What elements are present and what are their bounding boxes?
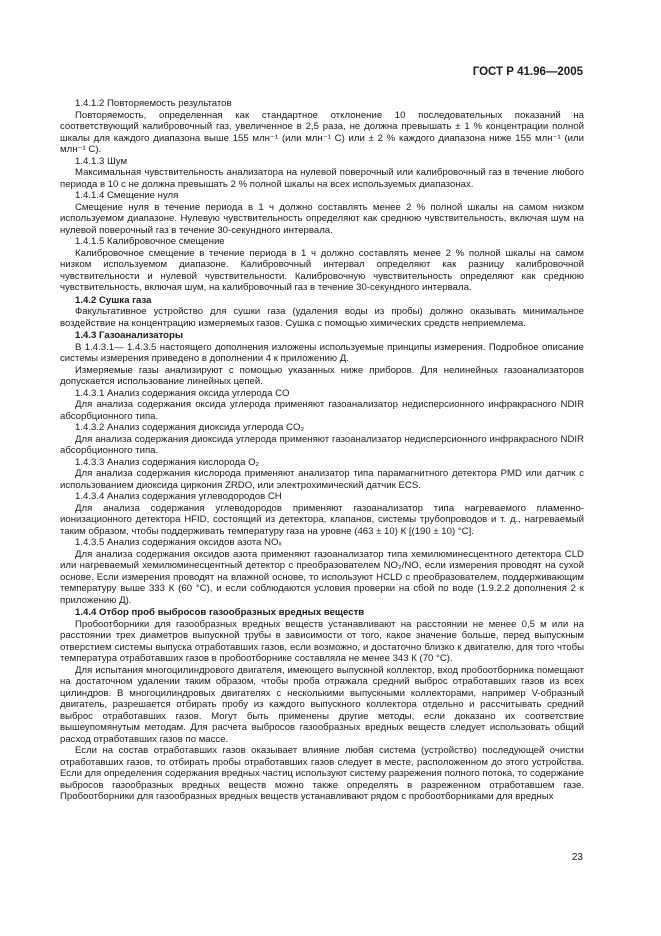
paragraph: Если на состав отработавших газов оказывает влияние любая система (устройство) последующей очистки отработавших газов, то отбирать пробы отработавших газов следует в месте, расположенном до этого устройства. Если для определения содержания вредных частиц используют систему разрежения полного потока, то содержание выбросов газообразных вредных веществ можно также определять в разреженном отработавшем газе. Пробоотборники для газообразных вредных веществ устанавливают рядом с пробоотборниками для вредных [60,745,584,802]
paragraph: В 1.4.3.1— 1.4.3.5 настоящего дополнения изложены используемые принципы измерения. Подробное описание системы измерения приведено в дополнении 4 к приложению Д. [60,341,584,364]
paragraph: Максимальная чувствительность анализатора на нулевой поверочный или калибровочный газ в течение любого периода в 10 с не должна превышать 2 % полной шкалы на всех используемых диапазонах. [60,167,584,190]
section-heading: 1.4.4 Отбор проб выбросов газообразных вредных веществ [75,607,365,618]
subsection-heading: 1.4.1.4 Смещение нуля [75,190,179,201]
paragraph: Для анализа содержания кислорода применяют анализатор типа парамагнитного детектора PMD или датчик с использованием диоксида циркония ZRDO, или электрохимический датчик ECS. [60,468,584,491]
document-code-header: ГОСТ Р 41.96—2005 [472,66,583,78]
paragraph: Факультативное устройство для сушки газа (удаления воды из пробы) должно оказывать минимальное воздействие на концентрацию измеряемых газов. Сушка с помощью химических средств неприемлема. [60,306,584,329]
paragraph: Для анализа содержания углеводородов применяют газоанализатор типа нагреваемого пламенно-ионизационного детектора HFID, состоящий из детектора, клапанов, системы трубопроводов и т. д., нагреваемый таким образом, чтобы поддерживать температуру газа на уровне (463 ± 10) К [(190 ± 10) °C]. [60,502,584,537]
paragraph: Для анализа содержания оксидов азота применяют газоанализатор типа хемилюминесцентного детектора CLD или нагреваемый хемилюминесцентный детектор с преобразователем NO₂/NO, если измерения проводят на сухой основе. Если измерения проводят на влажной основе, то используют HCLD с преобразователем, поддерживающим температуру выше 333 К (60 °C), и если соблюдаются условия проверки на сбой по воде (1.9.2.2 дополнения 2 к приложению Д). [60,548,584,606]
subsection-heading: 1.4.1.2 Повторяемость результатов [75,98,232,109]
subsection-heading: 1.4.1.3 Шум [75,155,128,167]
subsection-heading: 1.4.3.1 Анализ содержания оксида углерода CO [75,387,290,399]
paragraph: Калибровочное смещение в течение периода в 1 ч должно составлять менее 2 % полной шкалы на самом низком используемом диапазоне. Калибровочный интервал определяют как разницу калибровочной чувствительности и нулевой чувствительности. Калибровочную чувствительность определяют как среднюю чувствительность, включая шум, на калибровочный газ в течение 30-секундного интервала. [60,247,584,293]
subsection-heading: 1.4.1.5 Калибровочное смещение [75,236,225,247]
paragraph: Для испытания многоцилиндрового двигателя, имеющего выпускной коллектор, вход пробоотборника помещают на достаточном удалении таким образом, чтобы проба отражала средний выброс отработавших газов из всех цилиндров. В многоцилиндровых двигателях с несколькими выпускными коллекторами, например V-образный двигатель, разрешается отбирать пробу из каждого выпускного коллектора отдельно и рассчитывать средний выброс отработавших газов. Могут быть применены другие методы, если доказано их соответствие вышеупомянутым методам. Для расчета выбросов газообразных вредных веществ следует использовать общий расход отработавших газов по массе. [60,664,584,745]
page-number: 23 [571,852,583,863]
paragraph: Измеряемые газы анализируют с помощью указанных ниже приборов. Для нелинейных газоанализаторов допускается использование линейных цепей. [60,364,584,387]
paragraph: Смещение нуля в течение периода в 1 ч должно составлять менее 2 % полной шкалы на самом низком используемом диапазоне. Нулевую чувствительность определяют как среднюю чувствительность, включая шум на нулевой поверочный газ в течение 30-секундного интервала. [60,201,584,236]
section-heading: 1.4.2 Сушка газа [75,294,152,306]
subsection-heading: 1.4.3.4 Анализ содержания углеводородов CH [75,491,282,502]
paragraph: Для анализа содержания диоксида углерода применяют газоанализатор недисперсионного инфракрасного NDIR абсорбционного типа. [60,433,584,456]
document-body [60,98,584,803]
subsection-heading: 1.4.3.2 Анализ содержания диоксида углерода CO₂ [75,422,305,433]
paragraph: Повторяемость, определенная как стандартное отклонение 10 последовательных показаний на соответствующий калибровочный газ, увеличенное в 2,5 раза, не должна превышать ± 1 % концентрации полной шкалы для каждого диапазона выше 155 млн⁻¹ (или млн⁻¹ C) или ± 2 % каждого диапазона ниже 155 млн⁻¹ (или млн⁻¹ C). [60,109,584,155]
section-heading: 1.4.3 Газоанализаторы [75,330,184,341]
paragraph: Для анализа содержания оксида углерода применяют газоанализатор недисперсионного инфракрасного NDIR абсорбционного типа. [60,399,584,422]
paragraph: Пробоотборники для газообразных вредных веществ устанавливают на расстоянии не менее 0,5 м или на расстоянии трех диаметров выпускной трубы в зависимости от того, какое значение больше, перед выпускным отверстием системы выпуска отработавших газов, если возможно, и достаточно близко к двигателю, для того чтобы температура отработавших газов в пробоотборнике составляла не менее 343 К (70 °C). [60,618,584,664]
subsection-heading: 1.4.3.3 Анализ содержания кислорода O₂ [75,456,260,468]
subsection-heading: 1.4.3.5 Анализ содержания оксидов азота NOₓ [75,537,282,548]
